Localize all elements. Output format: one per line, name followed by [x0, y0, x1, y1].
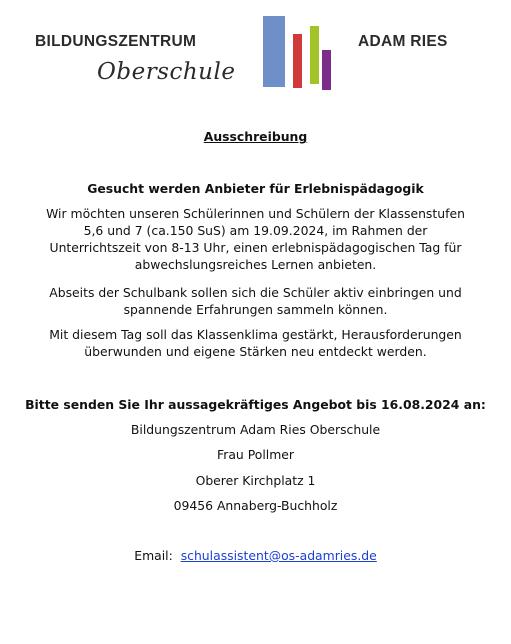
- logo-right-text: ADAM RIES: [358, 33, 448, 50]
- paragraph-line: Wir möchten unseren Schülerinnen und Schülern der Klassenstufen: [46, 206, 465, 221]
- paragraph-line: abwechslungsreiches Lernen anbieten.: [134, 257, 377, 272]
- email-label: Email:: [134, 548, 173, 563]
- email-line: [0, 547, 511, 564]
- logo-bar-purple: [322, 50, 331, 90]
- address-institution: Bildungszentrum Adam Ries Oberschule: [130, 422, 381, 437]
- paragraph-line: überwunden und eigene Stärken neu entdeckt werden.: [84, 344, 427, 359]
- logo-script-text: Oberschule: [97, 59, 236, 85]
- address-city: 09456 Annaberg-Buchholz: [173, 498, 338, 513]
- logo-bar-lime: [310, 26, 319, 84]
- paragraph-line: 5,6 und 7 (ca.150 SuS) am 19.09.2024, im Rahmen der: [83, 223, 428, 238]
- logo-bar-blue: [263, 16, 285, 87]
- call-to-action: Bitte senden Sie Ihr aussagekräftiges Angebot bis 16.08.2024 an:: [25, 397, 486, 412]
- school-logo: [0, 0, 511, 100]
- address-contact-person: Frau Pollmer: [217, 447, 294, 462]
- document-subheading: Gesucht werden Anbieter für Erlebnispädagogik: [87, 181, 424, 196]
- paragraph-line: Unterrichtszeit von 8-13 Uhr, einen erlebnispädagogischen Tag für: [49, 240, 462, 255]
- paragraph-line: spannende Erfahrungen sammeln können.: [123, 302, 388, 317]
- paragraph-line: Mit diesem Tag soll das Klassenklima gestärkt, Herausforderungen: [49, 327, 462, 342]
- address-street: Oberer Kirchplatz 1: [195, 473, 316, 488]
- paragraph-line: Abseits der Schulbank sollen sich die Schüler aktiv einbringen und: [49, 285, 462, 300]
- email-link[interactable]: schulassistent@os-adamries.de: [180, 548, 377, 563]
- document-heading: Ausschreibung: [203, 129, 308, 144]
- logo-bar-red: [293, 34, 302, 88]
- logo-left-text: BILDUNGSZENTRUM: [35, 33, 197, 50]
